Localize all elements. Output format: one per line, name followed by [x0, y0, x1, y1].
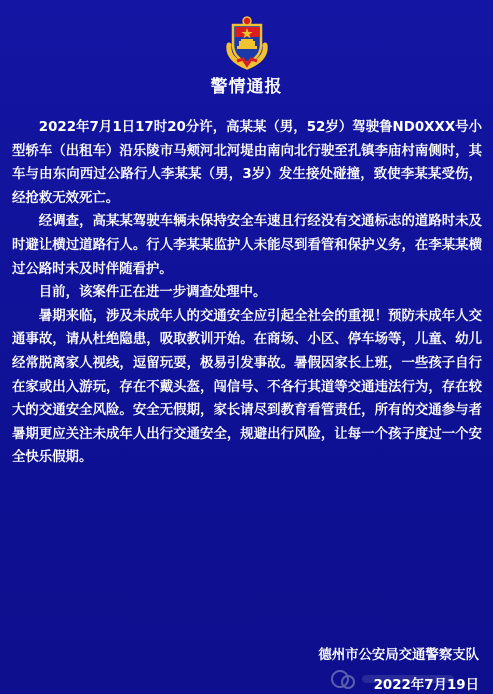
issuer-signature: 德州市公安局交通警察支队	[318, 648, 479, 663]
paragraph-investigation: 经调查，高某某驾驶车辆未保持安全车速且行经没有交通标志的道路时未及时避让横过道路行人。行人李某某监护人未能尽到看管和保护义务，在李某某横过公路时未及时伴随看护。	[12, 214, 482, 277]
paragraph-incident: 2022年7月1日17时20分许，高某某（男，52岁）驾驶鲁ND0XXX号小型轿车（出租车）沿乐陵市马颊河北河堤由南向北行驶至孔镇李庙村南侧时，其车与由东向西过公路行人李某某（男，3岁）发生接处碰撞，致使李某某受伤，经抢救无效死亡。	[12, 120, 482, 206]
issue-date: 2022年7月19日	[373, 678, 479, 693]
police-emblem-icon	[219, 15, 275, 71]
notice-body	[12, 116, 482, 470]
notice-title: 警情通报	[210, 77, 283, 97]
paragraph-safety-reminder: 暑期来临，涉及未成年人的交通安全应引起全社会的重视！预防未成年人交通事故，请从杜绝隐患，吸取教训开始。在商场、小区、停车场等，儿童、幼儿经常脱离家人视线，逗留玩耍，极易引发事故。暑假因家长上班，一些孩子自行在家或出入游玩，存在不戴头盔，闯信号、不各行其道等交通违法行为，存在较大的交通安全风险。安全无假期，家长请尽到教育看管责任，所有的交通参与者暑期更应关注未成年人出行交通安全，规避出行风险，让每一个孩子度过一个安全快乐假期。	[12, 308, 482, 466]
paragraph-status: 目前，该案件正在进一步调查处理中。	[38, 285, 267, 301]
